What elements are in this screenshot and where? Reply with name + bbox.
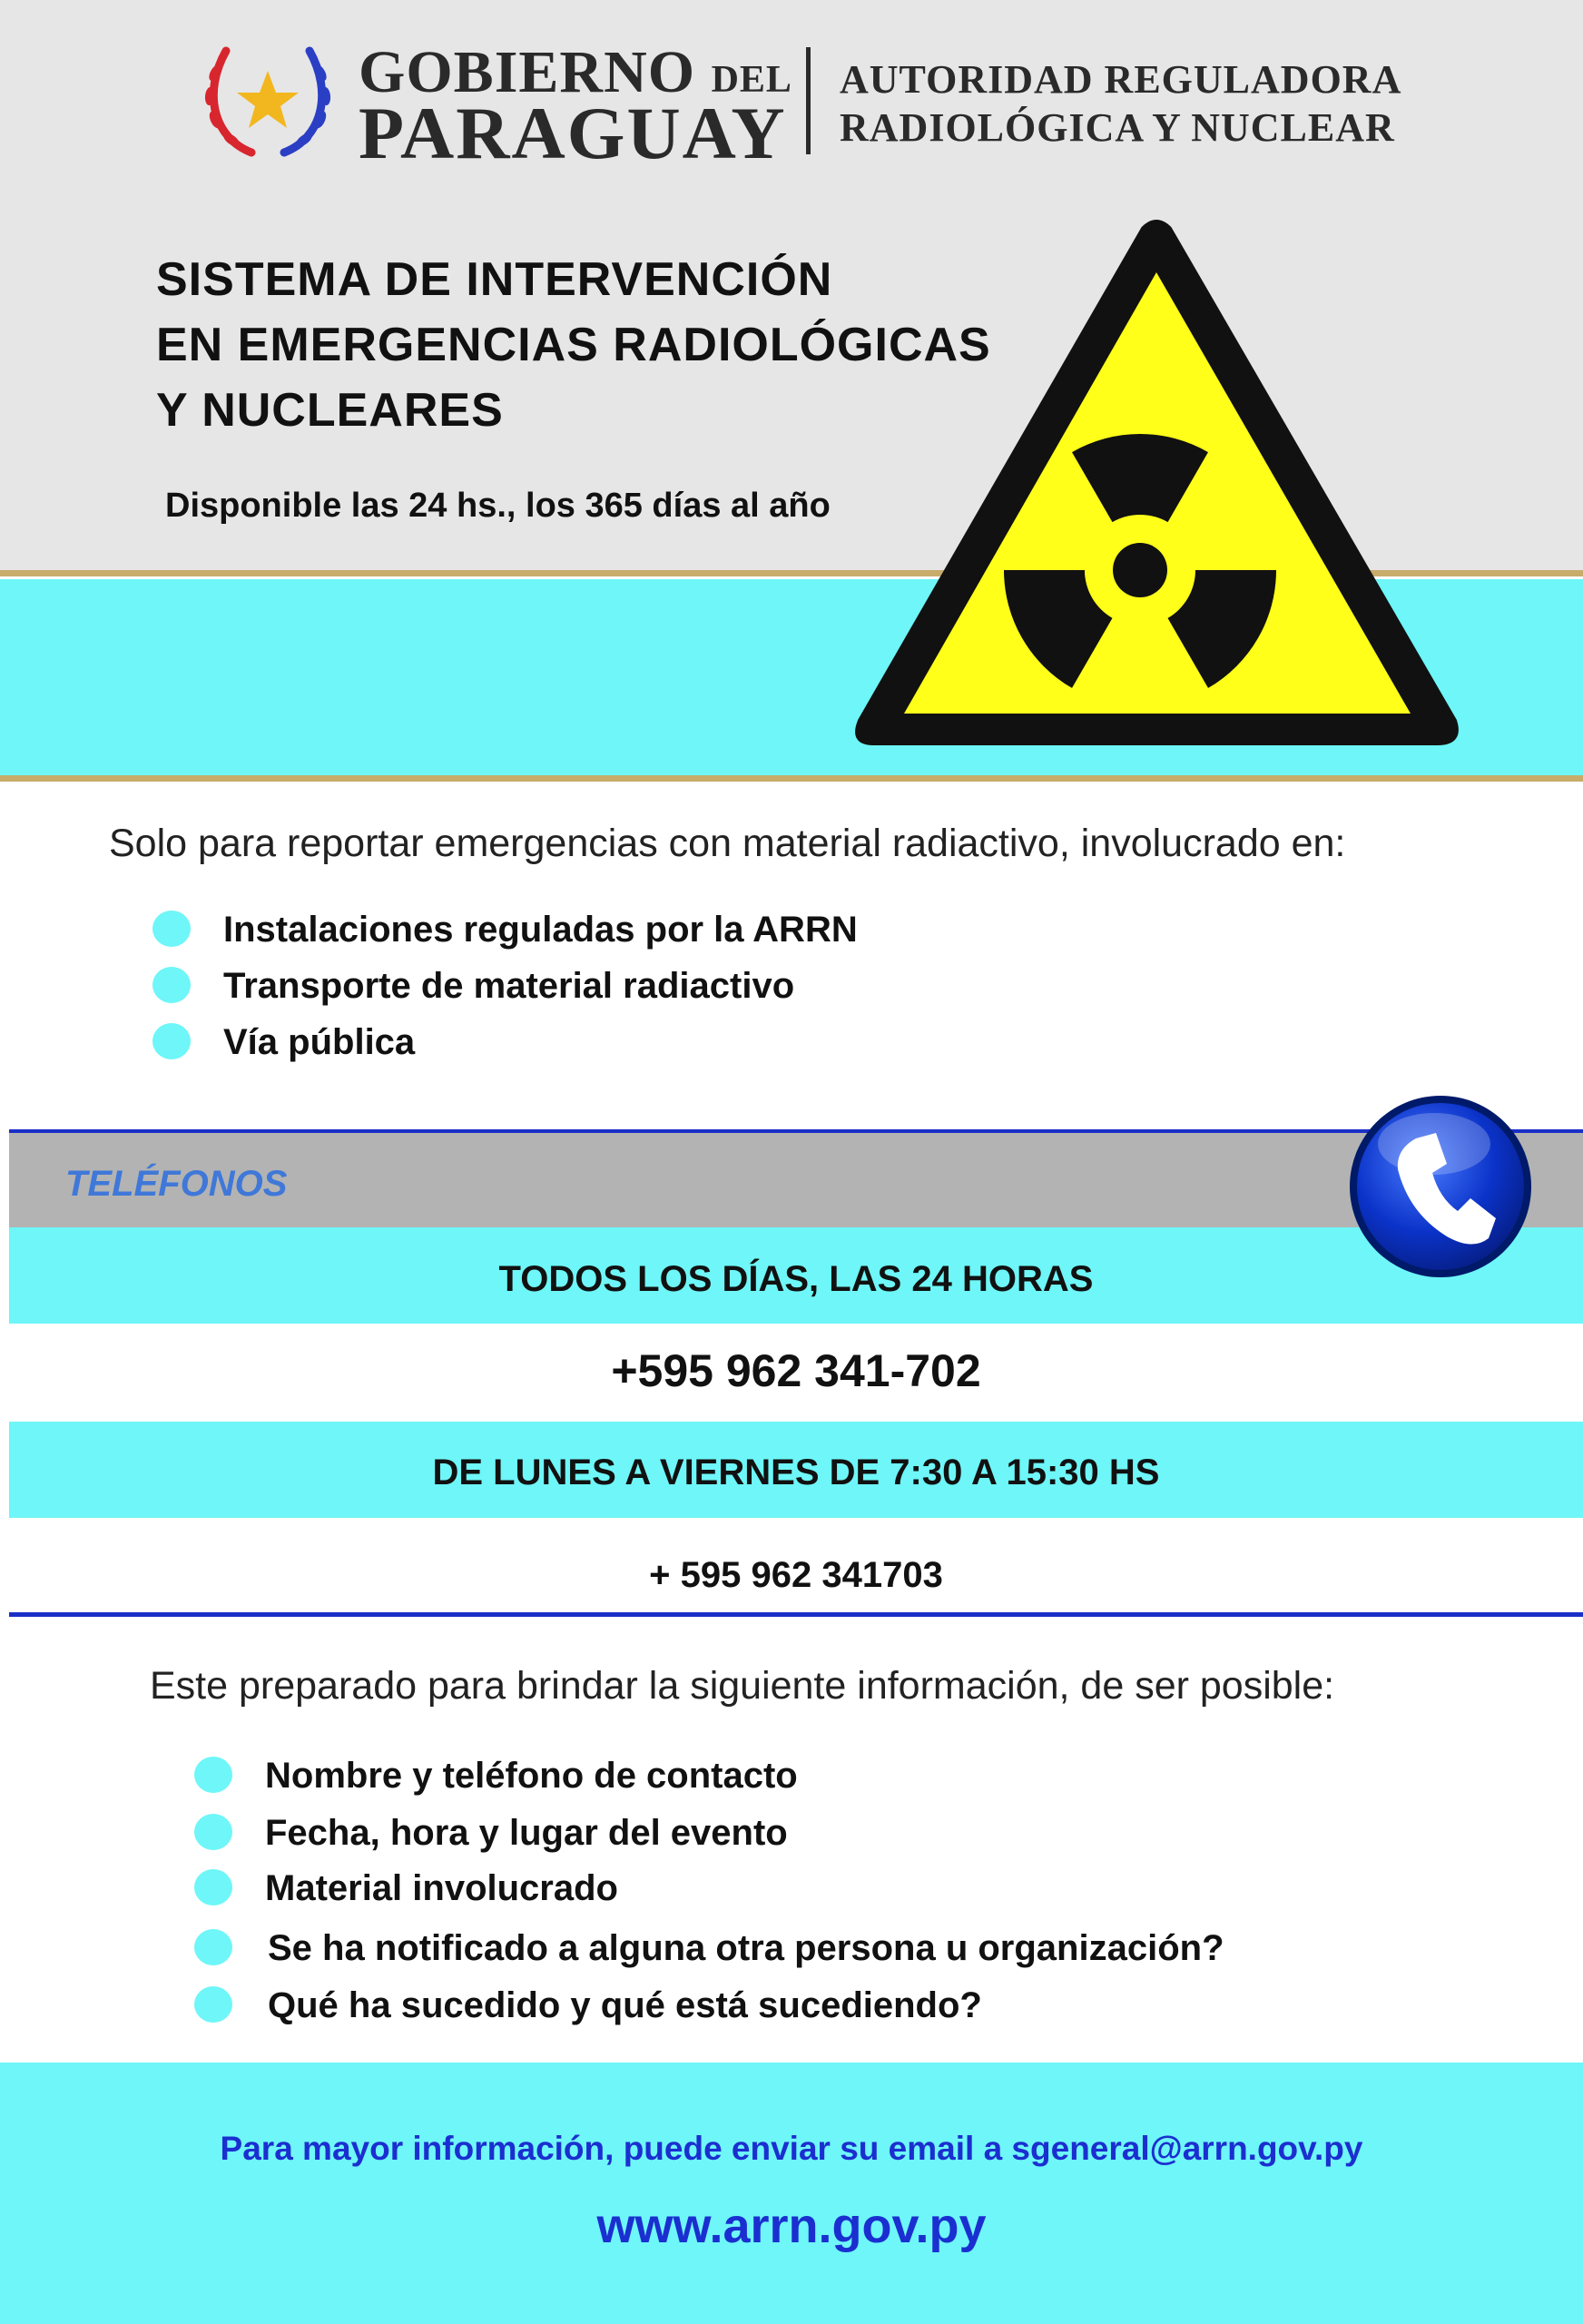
footer-band bbox=[0, 2063, 1583, 2324]
page-title-line2: EN EMERGENCIAS RADIOLÓGICAS bbox=[156, 319, 991, 371]
availability-text: Disponible las 24 hs., los 365 días al año bbox=[165, 487, 831, 525]
weekday-phone-number[interactable]: + 595 962 341703 bbox=[649, 1555, 943, 1595]
info-item: Fecha, hora y lugar del evento bbox=[265, 1813, 788, 1853]
gov-name-part1: GOBIERNO bbox=[359, 39, 696, 105]
daily-phone-number[interactable]: +595 962 341-702 bbox=[611, 1345, 981, 1396]
radiation-hazard-icon bbox=[833, 216, 1469, 761]
gov-name-del: DEL bbox=[711, 59, 792, 101]
info-item: Qué ha sucedido y qué está sucediendo? bbox=[268, 1985, 982, 2025]
report-item: Instalaciones reguladas por la ARRN bbox=[223, 910, 858, 950]
daily-hours-label: TODOS LOS DÍAS, LAS 24 HORAS bbox=[498, 1259, 1094, 1299]
bullet-dot-icon bbox=[194, 1869, 232, 1905]
info-intro-text: Este preparado para brindar la siguiente información, de ser posible: bbox=[150, 1664, 1335, 1708]
report-intro-text: Solo para reportar emergencias con material radiactivo, involucrado en: bbox=[109, 822, 1346, 865]
report-item: Transporte de material radiactivo bbox=[223, 966, 795, 1006]
bullet-dot-icon bbox=[194, 1929, 232, 1965]
authority-name-line2: RADIOLÓGICA Y NUCLEAR bbox=[840, 105, 1395, 150]
info-item: Se ha notificado a alguna otra persona u organización? bbox=[268, 1928, 1224, 1968]
bullet-dot-icon bbox=[194, 1986, 232, 2023]
phones-header: TELÉFONOS bbox=[65, 1164, 288, 1204]
bullet-dot-icon bbox=[152, 911, 191, 947]
bullet-dot-icon bbox=[194, 1814, 232, 1850]
bullet-dot-icon bbox=[194, 1757, 232, 1793]
info-item: Nombre y teléfono de contacto bbox=[265, 1756, 798, 1796]
gold-divider bbox=[0, 775, 1583, 782]
footer-website-link[interactable]: www.arrn.gov.py bbox=[596, 2199, 987, 2253]
report-item: Vía pública bbox=[223, 1022, 416, 1062]
info-item: Material involucrado bbox=[265, 1868, 618, 1908]
header-divider bbox=[806, 47, 811, 154]
bullet-dot-icon bbox=[152, 1023, 191, 1059]
section-divider bbox=[9, 1612, 1583, 1617]
page-title-line1: SISTEMA DE INTERVENCIÓN bbox=[156, 253, 833, 306]
page-title-line3: Y NUCLEARES bbox=[156, 384, 504, 437]
phone-icon bbox=[1345, 1091, 1536, 1282]
authority-name-line1: AUTORIDAD REGULADORA bbox=[840, 57, 1402, 102]
government-name-line2: PARAGUAY bbox=[359, 92, 787, 174]
paraguay-emblem-icon bbox=[195, 36, 340, 163]
footer-email-text[interactable]: Para mayor información, puede enviar su email a sgeneral@arrn.gov.py bbox=[220, 2130, 1363, 2167]
bullet-dot-icon bbox=[152, 967, 191, 1003]
weekday-hours-label: DE LUNES A VIERNES DE 7:30 A 15:30 HS bbox=[432, 1452, 1160, 1492]
